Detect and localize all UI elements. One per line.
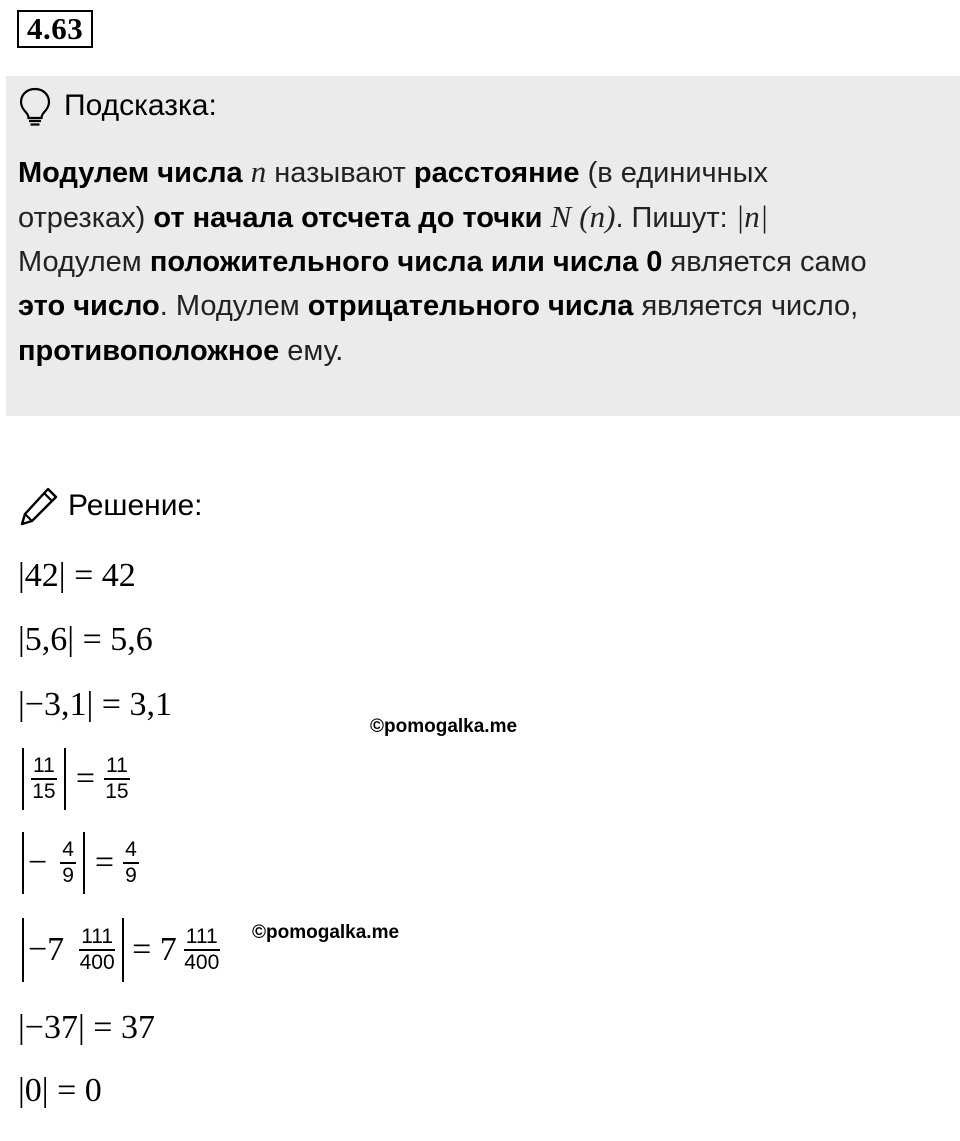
solution-header	[18, 484, 202, 528]
whole-part: −7	[28, 931, 65, 968]
hint-line-1	[18, 150, 768, 195]
abs-bar	[22, 748, 24, 810]
hint-text: называют	[274, 157, 406, 189]
equals: = 7	[132, 931, 177, 968]
equation-5	[18, 832, 142, 894]
denominator: 400	[184, 951, 220, 974]
numerator: 4	[60, 838, 76, 864]
hint-line-5	[18, 329, 343, 373]
denominator: 9	[62, 864, 74, 887]
fraction	[79, 925, 115, 975]
problem-number: 4.63	[17, 10, 93, 48]
numerator: 111	[79, 925, 115, 951]
hint-text: . Модулем	[159, 290, 300, 322]
equation-4	[18, 748, 133, 810]
hint-bold-text: это число	[18, 290, 160, 322]
equation-2: |5,6| = 5,6	[18, 621, 153, 658]
math-var: n	[250, 154, 267, 189]
abs-bar	[83, 832, 85, 894]
fraction	[31, 754, 57, 804]
abs-bar	[22, 918, 24, 982]
equation-1: |42| = 42	[18, 557, 136, 594]
hint-text: (в единичных	[587, 157, 769, 189]
math-var: N	[550, 199, 572, 234]
math-expr: |n|	[735, 199, 769, 234]
fraction	[104, 754, 130, 804]
numerator: 111	[184, 925, 220, 951]
fraction	[60, 838, 76, 888]
hint-bold-text: положительного числа или числа 0	[149, 246, 663, 278]
hint-text: ему.	[287, 335, 344, 367]
hint-text: отрезках)	[18, 202, 146, 234]
abs-bar	[122, 918, 124, 982]
hint-text: . Пишут:	[615, 202, 728, 234]
abs-bar	[64, 748, 66, 810]
hint-line-4	[18, 284, 858, 328]
hint-text: является число,	[641, 290, 859, 322]
numerator: 4	[123, 838, 139, 864]
hint-bold-text: отрицательного числа	[307, 290, 634, 322]
math-expr: (n)	[579, 199, 616, 234]
equation-3: |−3,1| = 3,1	[18, 686, 172, 723]
hint-text: Модулем	[18, 246, 142, 278]
denominator: 15	[105, 780, 129, 803]
equals: =	[94, 844, 115, 881]
hint-bold-text: расстояние	[413, 157, 580, 189]
equation-7: |−37| = 37	[18, 1009, 155, 1046]
minus-sign: −	[28, 844, 48, 881]
equation-8: |0| = 0	[18, 1072, 102, 1109]
hint-bold-text: от начала отсчета до точки	[153, 202, 543, 234]
abs-bar	[22, 832, 24, 894]
hint-text: является само	[670, 246, 867, 278]
numerator: 11	[31, 754, 57, 780]
denominator: 15	[32, 780, 56, 803]
denominator: 400	[79, 951, 115, 974]
hint-header	[18, 84, 217, 128]
hint-line-2	[18, 195, 768, 240]
watermark: ©pomogalka.me	[252, 922, 400, 943]
pencil-icon	[18, 485, 60, 527]
fraction	[184, 925, 220, 975]
hint-bold-text: Модулем числа	[18, 157, 243, 189]
numerator: 11	[104, 754, 130, 780]
watermark: ©pomogalka.me	[370, 716, 518, 737]
equation-6	[18, 918, 223, 982]
lightbulb-icon	[18, 86, 52, 126]
equals: =	[75, 760, 95, 797]
denominator: 9	[125, 864, 137, 887]
hint-bold-text: противоположное	[18, 335, 280, 367]
hint-title: Подсказка:	[64, 89, 217, 122]
fraction	[123, 838, 139, 888]
hint-line-3	[18, 240, 867, 284]
solution-title: Решение:	[68, 489, 203, 522]
